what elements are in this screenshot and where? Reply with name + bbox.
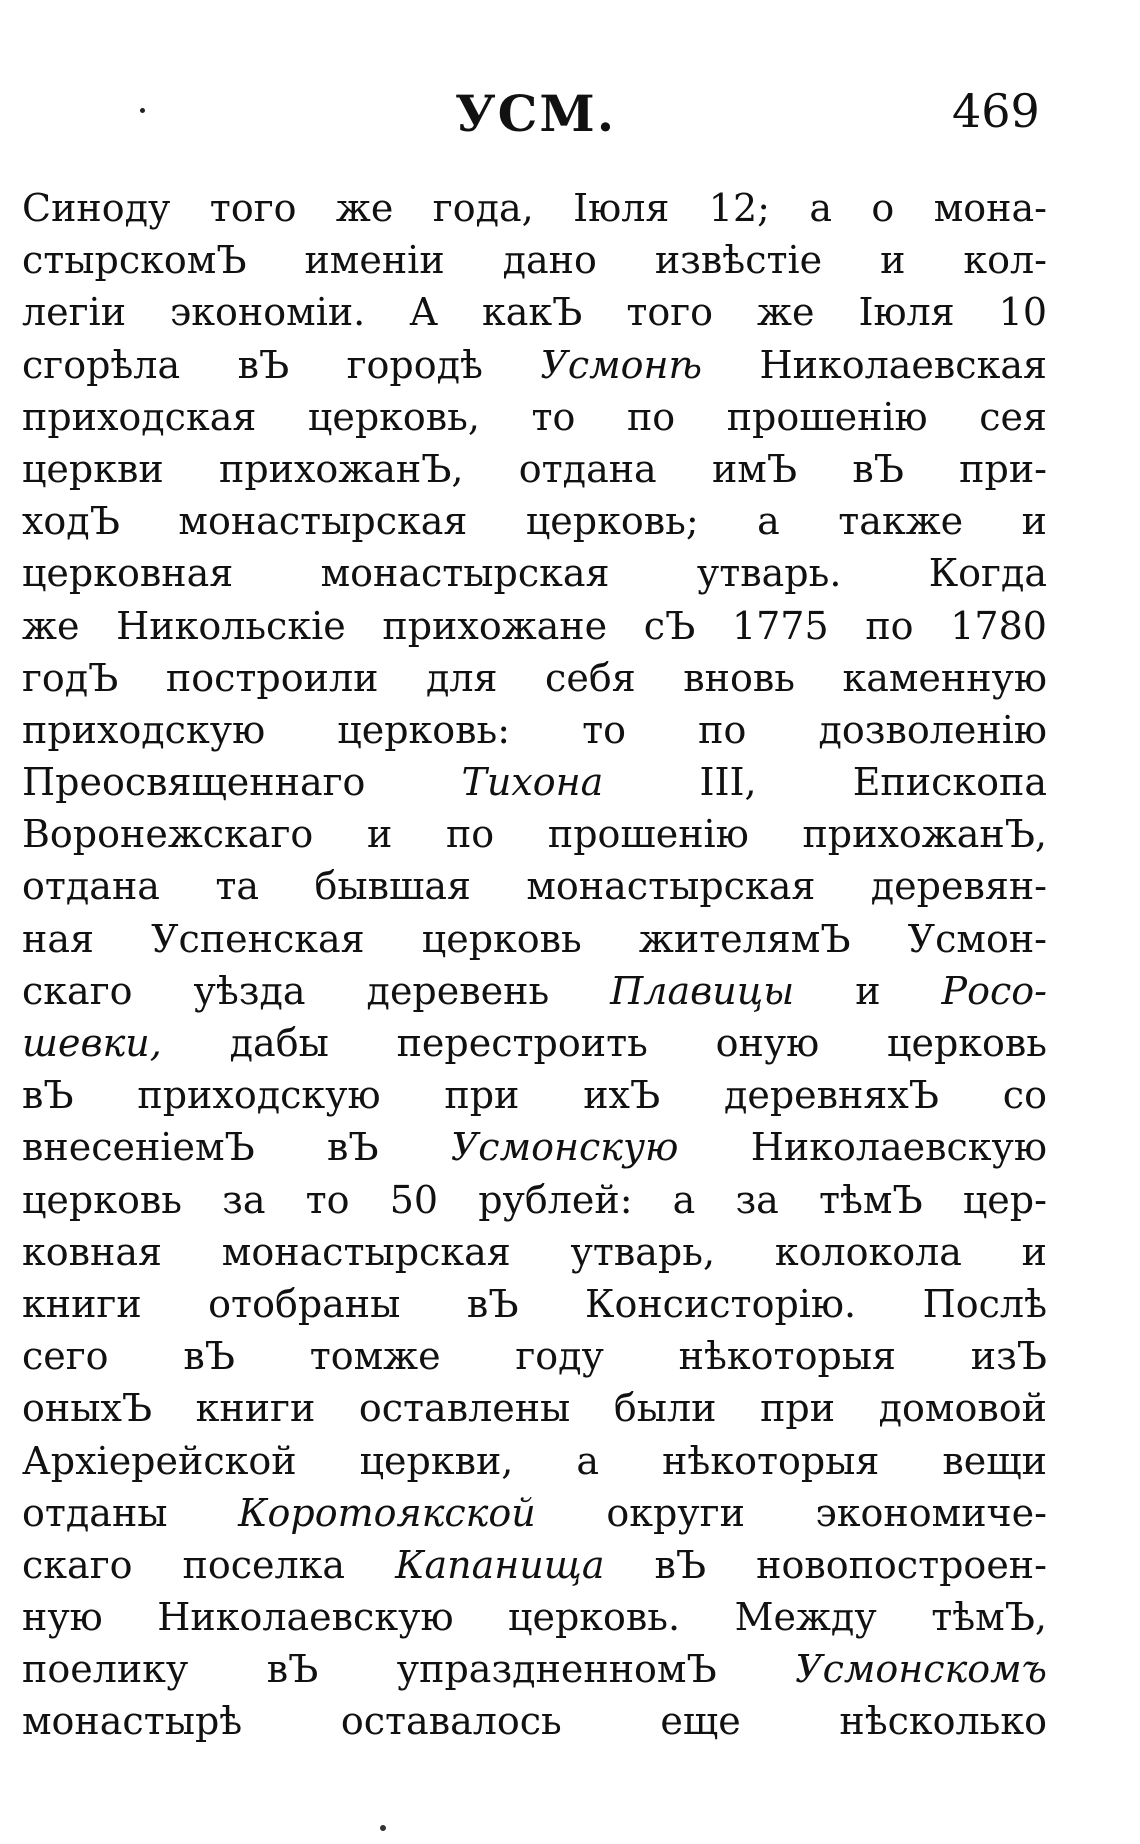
word: году bbox=[515, 1334, 604, 1379]
word: монастырѣ bbox=[22, 1699, 243, 1744]
text-line bbox=[22, 391, 1047, 443]
word: и bbox=[1021, 1229, 1047, 1274]
word: 12; bbox=[708, 186, 770, 230]
word: Усмон- bbox=[907, 916, 1047, 961]
text-line bbox=[22, 1487, 1047, 1539]
stray-mark bbox=[380, 1825, 386, 1831]
word: поселка bbox=[182, 1542, 346, 1587]
running-head: УСМ. bbox=[455, 84, 617, 143]
text-line bbox=[22, 1643, 1047, 1695]
word: оставлены bbox=[358, 1386, 571, 1431]
text-line bbox=[22, 965, 1047, 1017]
text-line bbox=[22, 1382, 1047, 1434]
word: монастырская bbox=[526, 864, 816, 909]
word: имЪ bbox=[711, 446, 798, 491]
word: также bbox=[838, 499, 964, 544]
word: оставалось bbox=[340, 1699, 562, 1744]
word: Послѣ bbox=[922, 1281, 1047, 1326]
word: церковь bbox=[887, 1021, 1047, 1065]
word: монастырская bbox=[178, 499, 468, 544]
word: Усмонѣ bbox=[540, 342, 703, 387]
word: года, bbox=[432, 186, 534, 230]
word: каменную bbox=[842, 655, 1047, 700]
text-line bbox=[22, 339, 1047, 391]
word: вЪ bbox=[237, 342, 290, 387]
word: монастырская bbox=[320, 551, 610, 596]
word: Консисторію. bbox=[585, 1281, 857, 1326]
text-line bbox=[22, 704, 1047, 756]
word: вЪ bbox=[852, 446, 904, 491]
word: та bbox=[215, 864, 260, 909]
word: прошенію bbox=[547, 812, 749, 857]
word: городѣ bbox=[346, 342, 483, 387]
word: сЪ bbox=[643, 603, 696, 648]
word: легіи bbox=[22, 290, 127, 335]
word: за bbox=[222, 1177, 266, 1222]
word: при bbox=[444, 1073, 520, 1118]
word: Николаевская bbox=[759, 342, 1047, 387]
text-line bbox=[22, 1069, 1047, 1121]
word: еще bbox=[660, 1699, 741, 1744]
word: церковь: bbox=[337, 707, 511, 752]
text-line bbox=[22, 1539, 1047, 1591]
word: а bbox=[672, 1177, 696, 1222]
word: нѣкоторыя bbox=[678, 1334, 896, 1379]
word: прошенію bbox=[726, 394, 928, 439]
word: колокола bbox=[774, 1229, 962, 1274]
word: Успенская bbox=[151, 916, 365, 961]
word: по bbox=[626, 394, 676, 439]
word: вещи bbox=[942, 1438, 1047, 1483]
word: и bbox=[880, 238, 906, 283]
word: тѣмЪ bbox=[818, 1177, 923, 1222]
text-line bbox=[22, 913, 1047, 965]
text-line bbox=[22, 756, 1047, 808]
word: Іюля bbox=[858, 290, 955, 335]
word: Николаевскую bbox=[157, 1595, 454, 1640]
word: III, bbox=[699, 760, 757, 805]
word: и bbox=[366, 812, 393, 857]
word: Архіерейской bbox=[22, 1438, 297, 1483]
word: церковь. bbox=[508, 1595, 681, 1640]
word: церковь, bbox=[307, 394, 480, 439]
word: Іюля bbox=[573, 186, 670, 230]
word: именіи bbox=[304, 238, 445, 283]
word: то bbox=[305, 1177, 350, 1222]
word: округи bbox=[606, 1490, 745, 1535]
word: церковь bbox=[22, 1177, 182, 1222]
text-line bbox=[22, 182, 1047, 234]
word: прихожанЪ, bbox=[219, 446, 464, 491]
word: церковь bbox=[421, 916, 582, 961]
word: изЪ bbox=[970, 1334, 1047, 1379]
word: домовой bbox=[878, 1386, 1047, 1431]
text-line bbox=[22, 443, 1047, 495]
word: сея bbox=[979, 394, 1047, 439]
word: отобраны bbox=[208, 1281, 401, 1326]
page-number: 469 bbox=[952, 84, 1040, 138]
word: приходскую bbox=[22, 707, 266, 752]
word: по bbox=[698, 707, 747, 752]
word: дано bbox=[502, 238, 597, 283]
word: Преосвященнаго bbox=[22, 760, 366, 805]
word: скаго bbox=[22, 968, 133, 1013]
word: книги bbox=[195, 1386, 316, 1431]
word: цер- bbox=[962, 1177, 1047, 1222]
word: поелику bbox=[22, 1647, 189, 1692]
header-dot bbox=[140, 108, 145, 113]
word: вЪ bbox=[266, 1647, 319, 1692]
text-line bbox=[22, 652, 1047, 704]
word: томже bbox=[309, 1334, 441, 1379]
word: нѣкоторыя bbox=[662, 1438, 880, 1483]
word: какЪ bbox=[482, 290, 583, 335]
word: годЪ bbox=[22, 655, 119, 700]
word: прихожане bbox=[382, 603, 608, 648]
word: же bbox=[335, 186, 394, 230]
word: Плавицы bbox=[610, 968, 795, 1013]
word: дозволенію bbox=[818, 707, 1047, 752]
word: кол- bbox=[963, 238, 1047, 283]
text-line bbox=[22, 286, 1047, 338]
word: то bbox=[582, 707, 627, 752]
word: перестроить bbox=[396, 1021, 648, 1065]
word: при bbox=[760, 1386, 836, 1431]
word: извѣстіе bbox=[654, 238, 823, 283]
word: Никольскіе bbox=[116, 603, 346, 648]
text-line bbox=[22, 808, 1047, 860]
word: экономиче- bbox=[815, 1490, 1047, 1535]
word: монастырская bbox=[221, 1229, 511, 1274]
word: а bbox=[809, 186, 832, 230]
word: деревняхЪ bbox=[723, 1073, 939, 1118]
word: для bbox=[425, 655, 498, 700]
word: при- bbox=[959, 446, 1047, 491]
word: церковь; bbox=[525, 499, 699, 544]
word: рублей: bbox=[478, 1177, 633, 1222]
word: того bbox=[626, 290, 714, 335]
word: деревян- bbox=[870, 864, 1047, 909]
word: отдана bbox=[518, 446, 657, 491]
word: оныхЪ bbox=[22, 1386, 153, 1431]
word: новопостроен- bbox=[756, 1542, 1047, 1587]
word: дабы bbox=[229, 1021, 329, 1065]
text-line bbox=[22, 1435, 1047, 1487]
word: Капанища bbox=[395, 1542, 605, 1587]
word: себя bbox=[545, 655, 636, 700]
word: же bbox=[757, 290, 815, 335]
text-line bbox=[22, 600, 1047, 652]
word: книги bbox=[22, 1281, 142, 1326]
body-text bbox=[22, 182, 1047, 1748]
text-line bbox=[22, 1278, 1047, 1330]
word: ихЪ bbox=[583, 1073, 661, 1118]
word: сего bbox=[22, 1334, 109, 1379]
word: со bbox=[1002, 1073, 1047, 1118]
word: 10 bbox=[998, 290, 1047, 335]
word: 50 bbox=[389, 1177, 439, 1222]
word: утварь. bbox=[696, 551, 842, 596]
word: 1780 bbox=[950, 603, 1047, 648]
word: сгорѣла bbox=[22, 342, 181, 387]
word: приходская bbox=[22, 394, 257, 439]
word: Росо- bbox=[941, 968, 1047, 1013]
word: по bbox=[865, 603, 914, 648]
word: стырскомЪ bbox=[22, 238, 247, 283]
word: вновь bbox=[683, 655, 795, 700]
word: уѣзда bbox=[193, 968, 306, 1013]
word: мона- bbox=[933, 186, 1047, 230]
word: оную bbox=[715, 1021, 820, 1065]
word: А bbox=[409, 290, 439, 335]
word: жителямЪ bbox=[638, 916, 851, 961]
word: а bbox=[576, 1438, 600, 1483]
word: ковная bbox=[22, 1229, 162, 1274]
word: и bbox=[1021, 499, 1047, 544]
text-line bbox=[22, 547, 1047, 599]
word: утварь, bbox=[570, 1229, 716, 1274]
word: церковная bbox=[22, 551, 234, 596]
word: по bbox=[445, 812, 495, 857]
word: а bbox=[757, 499, 780, 544]
word: шевки, bbox=[22, 1021, 162, 1065]
word: 1775 bbox=[731, 603, 829, 648]
word: и bbox=[855, 968, 881, 1013]
word: вЪ bbox=[183, 1334, 235, 1379]
word: Тихона bbox=[461, 760, 604, 805]
word: вЪ bbox=[466, 1281, 519, 1326]
text-line bbox=[22, 1695, 1047, 1747]
word: бывшая bbox=[314, 864, 471, 909]
word: за bbox=[735, 1177, 779, 1222]
word: о bbox=[871, 186, 895, 230]
word: Николаевскую bbox=[750, 1125, 1047, 1170]
word: ная bbox=[22, 916, 94, 961]
word: тѣмЪ, bbox=[931, 1595, 1047, 1640]
word: Синоду bbox=[22, 186, 171, 230]
text-line bbox=[22, 495, 1047, 547]
word: приходскую bbox=[137, 1073, 381, 1118]
word: внесеніемЪ bbox=[22, 1125, 255, 1170]
word: отданы bbox=[22, 1490, 168, 1535]
text-line bbox=[22, 1121, 1047, 1173]
text-line bbox=[22, 1174, 1047, 1226]
word: экономіи. bbox=[170, 290, 366, 335]
word: вЪ bbox=[22, 1073, 74, 1118]
word: Когда bbox=[928, 551, 1047, 596]
word: церкви, bbox=[359, 1438, 514, 1483]
text-line bbox=[22, 1330, 1047, 1382]
word: скаго bbox=[22, 1542, 133, 1587]
word: же bbox=[22, 603, 80, 648]
word: того bbox=[209, 186, 297, 230]
text-line bbox=[22, 1226, 1047, 1278]
word: Усмонскую bbox=[450, 1125, 679, 1170]
word: ную bbox=[22, 1595, 103, 1640]
text-line bbox=[22, 234, 1047, 286]
word: вЪ bbox=[326, 1125, 379, 1170]
word: построили bbox=[165, 655, 379, 700]
word: были bbox=[613, 1386, 717, 1431]
word: вЪ bbox=[654, 1542, 707, 1587]
word: ходЪ bbox=[22, 499, 120, 544]
word: Воронежскаго bbox=[22, 812, 314, 857]
word: Между bbox=[734, 1595, 877, 1640]
word: Епископа bbox=[852, 760, 1047, 805]
word: церкви bbox=[22, 446, 164, 491]
text-line bbox=[22, 1017, 1047, 1069]
word: прихожанЪ, bbox=[802, 812, 1047, 857]
word: Усмонскомъ bbox=[795, 1647, 1047, 1692]
word: то bbox=[531, 394, 576, 439]
word: упраздненномЪ bbox=[396, 1647, 717, 1692]
word: Коротоякской bbox=[238, 1490, 536, 1535]
text-line bbox=[22, 860, 1047, 912]
text-line bbox=[22, 1591, 1047, 1643]
word: отдана bbox=[22, 864, 160, 909]
word: нѣсколько bbox=[839, 1699, 1047, 1744]
word: деревень bbox=[366, 968, 550, 1013]
